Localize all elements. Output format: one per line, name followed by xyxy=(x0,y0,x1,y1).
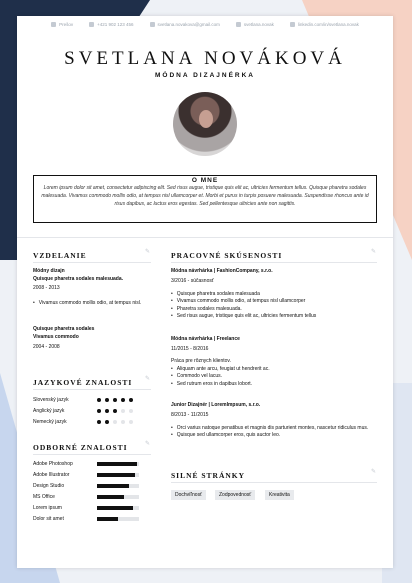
education-bullets xyxy=(33,300,153,307)
job-role: Módna návrhárka | Freelance xyxy=(171,336,240,342)
education-dates: 2004 - 2008 xyxy=(33,344,60,350)
level-dot xyxy=(129,409,133,413)
job-intro: Práca pre rôznych klientov. xyxy=(171,358,231,364)
profile-photo xyxy=(173,92,237,156)
language-level-dots xyxy=(97,420,133,424)
job-bullets xyxy=(171,366,377,388)
list-item: • Sed rutrum eros in dapibus lobort. xyxy=(171,381,377,388)
skill-level-bar xyxy=(97,484,139,488)
resume-page xyxy=(17,16,393,568)
level-dot xyxy=(121,409,125,413)
edit-pencil-icon[interactable]: ✎ xyxy=(145,441,151,447)
edit-pencil-icon[interactable]: ✎ xyxy=(371,469,377,475)
about-text: Lorem ipsum dolor sit amet, consectetur adipiscing elit. Sed risus augue, tristique quis elit ac, ultricies fermentum tellus. Quisque pharetra sodales malesuada. Vivamus commodo mollis odio, at tempus nisl ullamcorper et. Morbi et purus in turpis posuere malesuada. Suspendisse rhoncus ante id risus dapibus, ac luctus eros egestas. Sed pellentesque ultricies ante non sagittis. xyxy=(41,185,369,208)
level-dot xyxy=(113,420,117,424)
heading-rule xyxy=(33,454,151,455)
skill-level-bar xyxy=(97,517,139,521)
education-heading: VZDELANIE xyxy=(33,251,87,260)
job-dates: 8/2013 - 11/2015 xyxy=(171,412,209,418)
skype-icon xyxy=(236,22,241,27)
list-item: • Quisque pharetra sodales malesuada xyxy=(171,291,377,298)
contact-email[interactable]: svetlana.novakova@gmail.com xyxy=(150,22,220,27)
experience-heading: PRACOVNÉ SKÚSENOSTI xyxy=(171,251,283,260)
strength-tag: Kreativita xyxy=(265,490,294,500)
skill-level-bar xyxy=(97,473,139,477)
contact-location: Prešov xyxy=(51,22,73,27)
skill-level-bar xyxy=(97,462,139,466)
education-sub: Quisque pharetra sodales malesuada. xyxy=(33,276,124,282)
skill-level-fill xyxy=(97,484,129,488)
job-dates: 11/2015 - 8/2016 xyxy=(171,346,209,352)
level-dot xyxy=(97,409,101,413)
education-dates: 2008 - 2013 xyxy=(33,285,60,291)
job-title: MÓDNA DIZAJNÉRKA xyxy=(154,72,255,79)
skill-name: Dolor sit amet xyxy=(33,516,64,522)
edit-pencil-icon[interactable]: ✎ xyxy=(371,249,377,255)
skill-level-fill xyxy=(97,517,118,521)
edit-pencil-icon[interactable]: ✎ xyxy=(145,249,151,255)
level-dot xyxy=(105,420,109,424)
skill-level-fill xyxy=(97,495,124,499)
list-item: • Sed risus augue, tristique quis elit ac, ultricies fermentum tellus xyxy=(171,313,377,320)
strengths-heading: SILNÉ STRÁNKY xyxy=(171,471,246,480)
languages-heading: JAZYKOVÉ ZNALOSTI xyxy=(33,378,133,387)
skill-level-bar xyxy=(97,506,139,510)
skill-name: Design Studio xyxy=(33,483,65,489)
level-dot xyxy=(129,420,133,424)
strength-tag: Dochvíľnosť xyxy=(171,490,206,500)
list-item: • Quisque sed ullamcorper eros, quis auctor leo. xyxy=(171,432,377,439)
level-dot xyxy=(129,398,133,402)
skill-name: Lorem ipsum xyxy=(33,505,62,511)
list-item: • Vivamus commodo mollis odio, at tempus nisl. xyxy=(33,300,153,307)
level-dot xyxy=(97,420,101,424)
level-dot xyxy=(105,398,109,402)
job-bullets xyxy=(171,425,377,440)
candidate-name: SVETLANA NOVÁKOVÁ xyxy=(64,48,346,69)
list-item: • Orci varius natoque penatibus et magnis dis parturient montes, nascetur ridiculus mus. xyxy=(171,425,377,432)
list-item: • Aliquam ante arcu, feugiat ut hendrerit ac. xyxy=(171,366,377,373)
skill-name: Adobe Photoshop xyxy=(33,461,73,467)
skill-level-bar xyxy=(97,495,139,499)
skill-level-fill xyxy=(97,506,133,510)
level-dot xyxy=(113,409,117,413)
heading-rule xyxy=(171,482,377,483)
level-dot xyxy=(97,398,101,402)
job-bullets xyxy=(171,291,377,320)
level-dot xyxy=(121,398,125,402)
education-sub: Vivamus commodo xyxy=(33,334,79,340)
list-item: • Vivamus commodo mollis odio, at tempus nisl ullamcorper xyxy=(171,298,377,305)
skills-heading: ODBORNÉ ZNALOSTI xyxy=(33,443,128,452)
linkedin-icon xyxy=(290,22,295,27)
skill-name: Adobe Illustrator xyxy=(33,472,70,478)
skill-level-fill xyxy=(97,462,137,466)
contact-linkedin[interactable]: linkedin.com/in/svetlana.novak xyxy=(290,22,359,27)
heading-rule xyxy=(33,389,151,390)
phone-icon xyxy=(89,22,94,27)
heading-rule xyxy=(171,262,377,263)
language-level-dots xyxy=(97,398,133,402)
language-level-dots xyxy=(97,409,133,413)
education-school: Módny dizajn xyxy=(33,268,65,274)
job-role: Módna návrhárka | FashionCompany, s.r.o. xyxy=(171,268,273,274)
heading-rule xyxy=(33,262,151,263)
strength-tag: Zodpovednosť xyxy=(215,490,255,500)
contact-bar xyxy=(17,22,393,27)
level-dot xyxy=(113,398,117,402)
level-dot xyxy=(121,420,125,424)
about-heading: O MNE xyxy=(17,169,393,187)
list-item: • Commodo vel lacus. xyxy=(171,373,377,380)
education-school: Quisque pharetra sodales xyxy=(33,326,95,332)
skill-name: MS Office xyxy=(33,494,55,500)
level-dot xyxy=(105,409,109,413)
section-divider xyxy=(17,237,393,238)
email-icon xyxy=(150,22,155,27)
language-name: Nemecký jazyk xyxy=(33,419,67,425)
language-name: Anglický jazyk xyxy=(33,408,65,414)
language-name: Slovenský jazyk xyxy=(33,397,69,403)
job-dates: 3/2016 - súčasnosť xyxy=(171,278,214,284)
job-role: Junior Dizajnér | LoremImpsum, s.r.o. xyxy=(171,402,261,408)
skill-level-fill xyxy=(97,473,135,477)
contact-phone[interactable]: +421 902 123 456 xyxy=(89,22,133,27)
list-item: • Pharetra sodales malesuada. xyxy=(171,306,377,313)
edit-pencil-icon[interactable]: ✎ xyxy=(145,376,151,382)
location-icon xyxy=(51,22,56,27)
contact-skype[interactable]: svetlana.novak xyxy=(236,22,274,27)
